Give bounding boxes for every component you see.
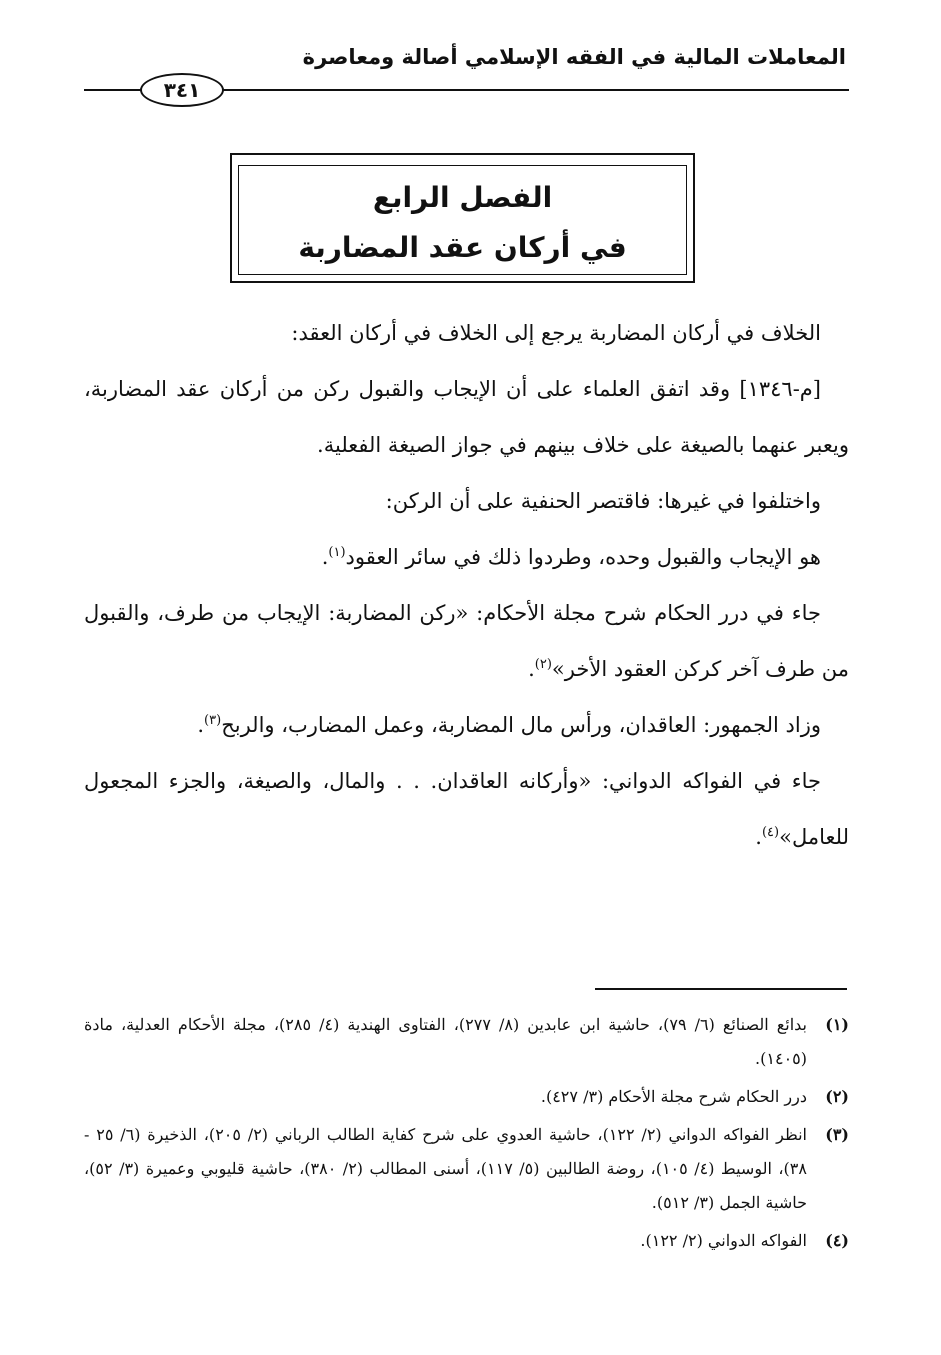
footnote-text: درر الحكام شرح مجلة الأحكام (٣/ ٤٢٧). bbox=[540, 1087, 807, 1106]
footnote-text: انظر الفواكه الدواني (٢/ ١٢٢)، حاشية العدوي على شرح كفاية الطالب الرباني (٢/ ٢٠٥)، الذخيرة (٦/ ٢٥ - ٣٨)، الوسيط (٤/ ١٠٥)، روضة الطالبين (٥/ ١١٧)، أسنى المطالب (٢/ ٣٨٠)، حاشية قليوبي وعميرة (٣/ ٥٢)، حاشية الجمل (٣/ ٥١٢). bbox=[84, 1125, 807, 1212]
footnote-number: (٢) bbox=[825, 1087, 849, 1106]
footnote-2 bbox=[84, 1080, 849, 1114]
footnote-4 bbox=[84, 1224, 849, 1258]
footnotes bbox=[84, 1008, 849, 1262]
paragraph-5 bbox=[84, 585, 849, 697]
paragraph-6-end: . bbox=[197, 713, 205, 737]
footnote-3 bbox=[84, 1118, 849, 1220]
running-title: المعاملات المالية في الفقه الإسلامي أصالة ومعاصرة bbox=[302, 45, 846, 69]
paragraph-7 bbox=[84, 753, 849, 865]
footnote-ref-3[interactable]: (٣) bbox=[204, 713, 222, 728]
footnote-separator bbox=[595, 988, 847, 990]
paragraph-7-end: . bbox=[755, 825, 762, 849]
footnote-text: الفواكه الدواني (٢/ ١٢٢). bbox=[640, 1231, 807, 1250]
paragraph-6 bbox=[84, 697, 849, 753]
footnote-ref-2[interactable]: (٢) bbox=[534, 657, 552, 672]
chapter-label: الفصل الرابع bbox=[372, 181, 553, 214]
footnote-number: (٣) bbox=[825, 1125, 849, 1144]
paragraph-1: الخلاف في أركان المضاربة يرجع إلى الخلاف في أركان العقد: bbox=[291, 321, 821, 345]
chapter-heading-inner-frame bbox=[238, 165, 687, 275]
footnote-number: (٤) bbox=[825, 1231, 849, 1250]
chapter-heading-frame bbox=[230, 153, 695, 283]
paragraph-7-text: جاء في الفواكه الدواني: «وأركانه العاقدان. . . والمال، والصيغة، والجزء المجعول للعامل» bbox=[84, 769, 849, 849]
footnote-ref-4[interactable]: (٤) bbox=[761, 825, 780, 840]
paragraph-6-text: وزاد الجمهور: العاقدان، ورأس مال المضاربة، وعمل المضارب، والربح bbox=[221, 713, 821, 737]
paragraph-4-text: هو الإيجاب والقبول وحده، وطردوا ذلك في سائر العقود bbox=[345, 545, 821, 569]
page-number: ٣٤١ bbox=[140, 73, 224, 107]
footnote-ref-1[interactable]: (١) bbox=[328, 545, 346, 560]
paragraph-3: واختلفوا في غيرها: فاقتصر الحنفية على أن الركن: bbox=[385, 489, 821, 513]
paragraph-5-end: . bbox=[528, 657, 535, 681]
body-text bbox=[84, 305, 849, 865]
footnote-number: (١) bbox=[825, 1015, 849, 1034]
paragraph-4 bbox=[84, 529, 849, 585]
footnote-text: بدائع الصنائع (٦/ ٧٩)، حاشية ابن عابدين (٨/ ٢٧٧)، الفتاوى الهندية (٤/ ٢٨٥)، مجلة الأحكام العدلية، مادة (١٤٠٥). bbox=[84, 1015, 808, 1068]
paragraph-2: [م-١٣٤٦] وقد اتفق العلماء على أن الإيجاب والقبول ركن من أركان عقد المضاربة، ويعبر عنهما بالصيغة على خلاف بينهم في جواز الصيغة الفعلية. bbox=[84, 377, 849, 457]
paragraph-4-end: . bbox=[321, 545, 329, 569]
footnote-1 bbox=[84, 1008, 849, 1076]
chapter-title: في أركان عقد المضاربة bbox=[298, 231, 627, 264]
paragraph-5-text: جاء في درر الحكام شرح مجلة الأحكام: «ركن المضاربة: الإيجاب من طرف، والقبول من طرف آخر كركن العقود الأخر» bbox=[84, 601, 849, 681]
